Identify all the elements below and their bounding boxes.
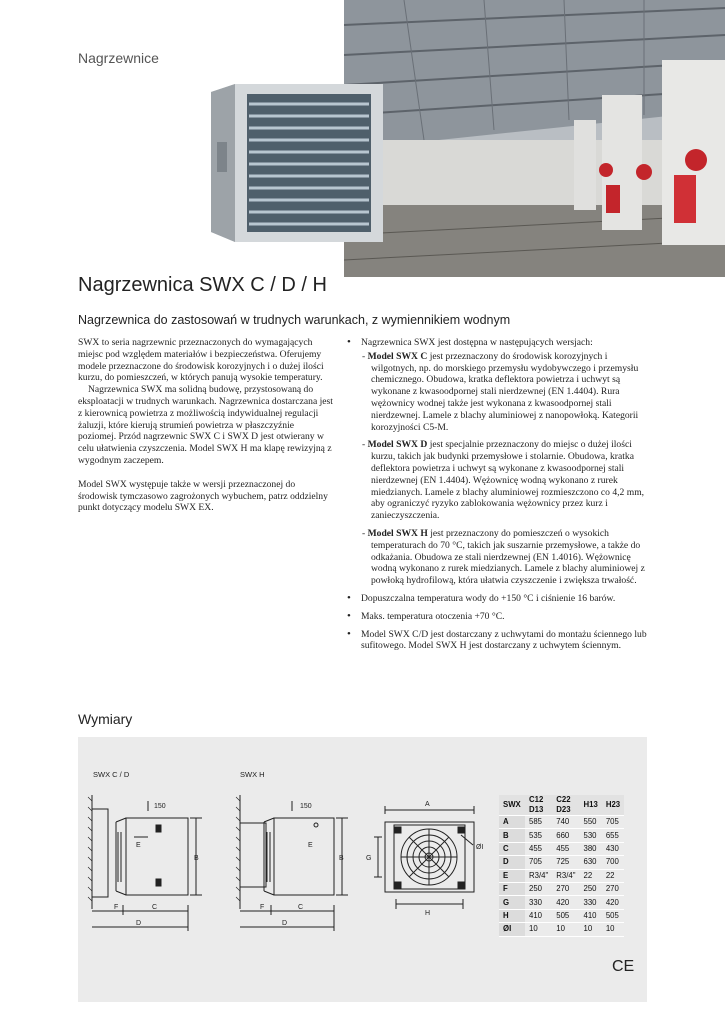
table-header-cell: H13: [580, 795, 602, 816]
table-header-row: [499, 795, 624, 816]
version-name: Model SWX C: [367, 350, 428, 362]
table-header-cell: H23: [602, 795, 624, 816]
table-cell: 700: [602, 856, 624, 869]
table-cell: 10: [552, 923, 579, 936]
heater-illustration: [205, 82, 383, 244]
table-cell: ØI: [499, 923, 525, 936]
table-cell: 10: [602, 923, 624, 936]
table-row: [499, 896, 624, 909]
table-cell: A: [499, 816, 525, 829]
industrial-hall-illustration: [344, 0, 725, 277]
table-cell: 705: [525, 856, 552, 869]
table-cell: 10: [525, 923, 552, 936]
table-cell: 270: [602, 882, 624, 895]
swxh-side-drawing: [236, 795, 348, 931]
table-cell: 660: [552, 829, 579, 842]
table-cell: E: [499, 869, 525, 882]
table-cell: 420: [552, 896, 579, 909]
table-cell: 430: [602, 842, 624, 855]
table-header-cell: C12 D13: [525, 795, 552, 816]
table-cell: C: [499, 842, 525, 855]
version-item: [344, 351, 654, 434]
drawing-dim-150: 150: [300, 803, 312, 810]
table-cell: 420: [602, 896, 624, 909]
version-text: jest przeznaczony do pomieszczeń o wysokich temperaturach do 70 °C, takich jak suszarnie przemysłowe, a także do odkażania. Obudowa ze stali nierdzewnej (EN 1.4016). Wężownicę wodną wykonano z rurek miedzianych. Lamele z blachy aluminiowej z powłoką hydrofilową, która ułatwia czyszczenie i zwiększa trwałość.: [371, 527, 645, 587]
table-cell: 22: [602, 869, 624, 882]
drawing-dim-e: E: [308, 842, 313, 849]
drawing-dim-c: C: [152, 904, 158, 911]
drawing-dim-f: F: [114, 904, 119, 911]
table-cell: G: [499, 896, 525, 909]
version-item: [344, 439, 654, 522]
bullet-item: • Dopuszczalna temperatura wody do +150 °C i ciśnienie 16 barów.: [344, 593, 654, 605]
table-cell: 22: [580, 869, 602, 882]
table-cell: 705: [602, 816, 624, 829]
table-cell: 410: [525, 909, 552, 922]
table-cell: 250: [525, 882, 552, 895]
table-cell: 505: [602, 909, 624, 922]
table-cell: 505: [552, 909, 579, 922]
front-view-drawing: [374, 806, 474, 909]
version-item: [344, 528, 654, 587]
table-cell: 535: [525, 829, 552, 842]
construction-paragraph: Nagrzewnica SWX ma solidną budowę, przystosowaną do eksploatacji w trudnych warunkach. Nagrzewnica dostarczana jest z kierownicą powietrza z możliwością indywidualnej regulacji żaluzji, które kierują strumień powietrza w płaszczyźnie poziomej. Przód nagrzewnic SWX C i SWX D jest otwierany w celu ułatwienia czyszczenia. Model SWX H ma klapę rewizyjną z wygodnym zaczepem.: [78, 384, 333, 466]
table-cell: R3/4": [552, 869, 579, 882]
table-row: [499, 882, 624, 895]
version-prefix: -: [362, 439, 368, 451]
drawing-dim-c: C: [298, 904, 304, 911]
swxcd-side-drawing: [88, 795, 202, 931]
table-cell: 740: [552, 816, 579, 829]
page-subtitle: Nagrzewnica do zastosowań w trudnych warunkach, z wymiennikiem wodnym: [78, 313, 511, 327]
table-cell: B: [499, 829, 525, 842]
table-cell: 455: [552, 842, 579, 855]
version-prefix: -: [362, 350, 368, 362]
intro-paragraph: SWX to seria nagrzewnic przeznaczonych do wymagających miejsc pod względem materiałów i bezpieczeństwa. Oferujemy modele przeznaczone do środowisk korozyjnych i o dużej ilości kurzu, do pomieszczeń, w których panują wysokie temperatury.: [78, 337, 324, 384]
table-cell: 455: [525, 842, 552, 855]
ce-mark: CE: [612, 958, 635, 975]
table-header-cell: C22 D23: [552, 795, 579, 816]
drawing-dim-h: H: [425, 910, 431, 917]
dimensions-table: [499, 795, 624, 937]
table-cell: 550: [580, 816, 602, 829]
drawing-dim-d: D: [282, 920, 288, 927]
version-text: jest przeznaczony do środowisk korozyjnych i wilgotnych, np. do morskiego przemysłu wydobywczego i przemysłu chemicznego. Obudowa, kratka deflektora powietrza i uchwyt są wykonane z kwasoodpornej stali nierdzewnej (EN 1.4404). Rura wężownicy wodnej także jest wykonana z kwasoodpornej stali nierdzewnej. Lamele z blachy aluminiowej z nanopowłoką. Kategorii korozyjności C5-M.: [371, 350, 639, 433]
table-cell: 380: [580, 842, 602, 855]
table-cell: 330: [580, 896, 602, 909]
table-row: [499, 829, 624, 842]
table-cell: H: [499, 909, 525, 922]
drawing-label-swxh: SWX H: [240, 770, 265, 779]
table-cell: 630: [580, 856, 602, 869]
table-cell: 655: [602, 829, 624, 842]
table-row: [499, 923, 624, 936]
table-row: [499, 856, 624, 869]
table-cell: 530: [580, 829, 602, 842]
drawing-dim-g: G: [366, 855, 372, 862]
version-text: jest specjalnie przeznaczony do miejsc o dużej ilości kurzu, takich jak budynki przemysłowe i stolarnie. Obudowa, kratka deflektora powietrza i uchwyt są wykonane z kwasoodpornej stali nierdzewnej (EN 1.4404). Wężownicę wodną wykonano z rurek miedzianych. Lamele z blachy aluminiowej rozmieszczono co 4,2 mm, aby ograniczyć ryzyko zablokowania wężownicy przez kurz i zanieczyszczenia.: [371, 439, 645, 522]
table-cell: F: [499, 882, 525, 895]
dimensions-title: Wymiary: [78, 711, 133, 727]
table-cell: 250: [580, 882, 602, 895]
version-name: Model SWX H: [367, 527, 428, 539]
versions-intro: • Nagrzewnica SWX jest dostępna w następujących wersjach:: [344, 337, 654, 349]
table-header-cell: SWX: [499, 795, 525, 816]
section-label: Nagrzewnice: [78, 50, 159, 66]
drawing-label-swxcd: SWX C / D: [93, 770, 130, 779]
left-column: [78, 337, 334, 514]
table-row: [499, 869, 624, 882]
heater-product-image: [205, 82, 383, 244]
table-cell: D: [499, 856, 525, 869]
bullet-item: • Model SWX C/D jest dostarczany z uchwytami do montażu ściennego lub sufitowego. Model SWX H jest dostarczany z uchwytem ściennym.: [344, 629, 654, 653]
table-cell: R3/4": [525, 869, 552, 882]
version-name: Model SWX D: [367, 439, 428, 451]
drawing-dim-e: E: [136, 842, 141, 849]
table-cell: 330: [525, 896, 552, 909]
table-row: [499, 842, 624, 855]
table-cell: 725: [552, 856, 579, 869]
table-row: [499, 816, 624, 829]
table-cell: 10: [580, 923, 602, 936]
drawing-dim-a: A: [425, 801, 430, 808]
table-cell: 585: [525, 816, 552, 829]
drawing-dim-b: B: [339, 855, 344, 862]
version-prefix: -: [362, 527, 368, 539]
drawing-dim-f: F: [260, 904, 265, 911]
drawing-dim-oi: ØI: [476, 844, 484, 851]
drawing-dim-d: D: [136, 920, 142, 927]
right-column: [344, 337, 654, 658]
table-cell: 270: [552, 882, 579, 895]
page-title: Nagrzewnica SWX C / D / H: [78, 274, 327, 296]
table-cell: 410: [580, 909, 602, 922]
ex-version-paragraph: Model SWX występuje także w wersji przeznaczonej do środowisk tymczasowo zagrożonych wybuchem, patrz oddzielny punkt dotyczący modelu SWX EX.: [78, 478, 328, 514]
table-row: [499, 909, 624, 922]
drawing-dim-b: B: [194, 855, 199, 862]
bullet-item: • Maks. temperatura otoczenia +70 °C.: [344, 611, 654, 623]
industrial-hall-photo: [344, 0, 725, 277]
drawing-dim-150: 150: [154, 803, 166, 810]
